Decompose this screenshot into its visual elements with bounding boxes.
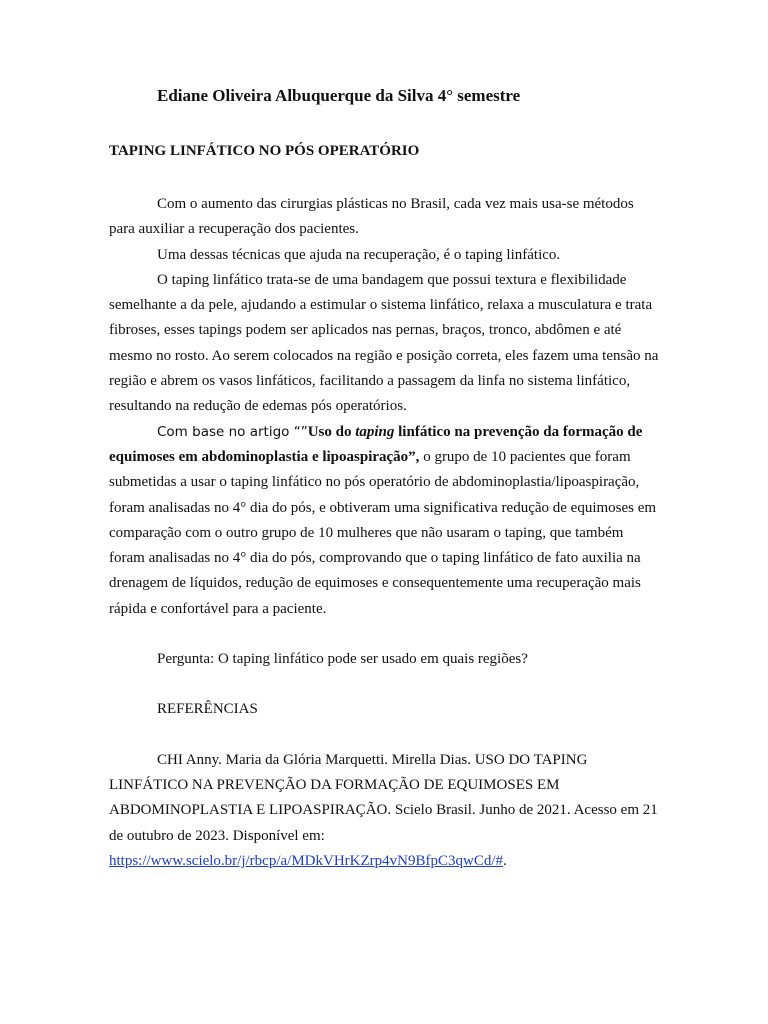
- citation-intro: Com base no artigo “”: [157, 423, 308, 440]
- paragraph-1: Com o aumento das cirurgias plásticas no Brasil, cada vez mais usa-se métodos para auxiliar a recuperação dos pacientes.: [109, 196, 634, 238]
- reference-trailing: .: [503, 852, 507, 869]
- citation-rest: o grupo de 10 pacientes que foram submetidas a usar o taping linfático no pós operatório de abdominoplastia/lipoaspiração, foram analisadas no 4° dia do pós, e obtiveram uma significativa redução de equimoses em comparação com o outro grupo de 10 mulheres que não usaram o taping, que também foram analisadas no 4° dia do pós, comprovando que o taping linfático de fato auxilia na drenagem de líquidos, redução de equimoses e consequentemente uma recuperação mais rápida e confortável para a paciente.: [109, 448, 657, 617]
- paragraph-3: O taping linfático trata-se de uma bandagem que possui textura e flexibilidade semelhante a da pele, ajudando a estimular o sistema linfático, relaxa a musculatura e trata fibroses, esses tapings podem ser aplicados nas pernas, braços, tronco, abdômen e até mesmo no rosto. Ao serem colocados na região e posição correta, eles fazem uma tensão na região e abrem os vasos linfáticos, facilitando a passagem da linfa no sistema linfático, resultando na redução de edemas pós operatórios.: [109, 271, 659, 415]
- reference-text: CHI Anny. Maria da Glória Marquetti. Mirella Dias. USO DO TAPING LINFÁTICO NA PREVENÇÃO DA FORMAÇÃO DE EQUIMOSES EM ABDOMINOPLASTIA E LIPOASPIRAÇÃO. Scielo Brasil. Junho de 2021. Acesso em 21 de outubro de 2023. Disponível em:: [109, 751, 658, 844]
- document-body: [109, 192, 661, 874]
- spacer: [109, 672, 661, 697]
- question: Pergunta: O taping linfático pode ser usado em quais regiões?: [157, 651, 528, 668]
- article-title-part-2: linfático na prevenção da formação de equimoses em abdominoplastia e lipoaspiração”,: [109, 423, 643, 465]
- citation-paragraph: [109, 420, 661, 622]
- references-heading: REFERÊNCIAS: [157, 701, 258, 718]
- article-title-part-1: Uso do: [307, 423, 356, 440]
- article-title-italic: taping: [355, 423, 395, 440]
- reference-entry: [109, 748, 661, 874]
- document-title: TAPING LINFÁTICO NO PÓS OPERATÓRIO: [109, 143, 420, 159]
- paragraph-2: Uma dessas técnicas que ajuda na recuperação, é o taping linfático.: [157, 246, 561, 263]
- spacer: [109, 622, 661, 647]
- reference-link[interactable]: https://www.scielo.br/j/rbcp/a/MDkVHrKZrp4vN9BfpC3qwCd/#: [109, 852, 503, 869]
- author-line: Ediane Oliveira Albuquerque da Silva 4° semestre: [157, 86, 521, 105]
- spacer: [109, 723, 661, 748]
